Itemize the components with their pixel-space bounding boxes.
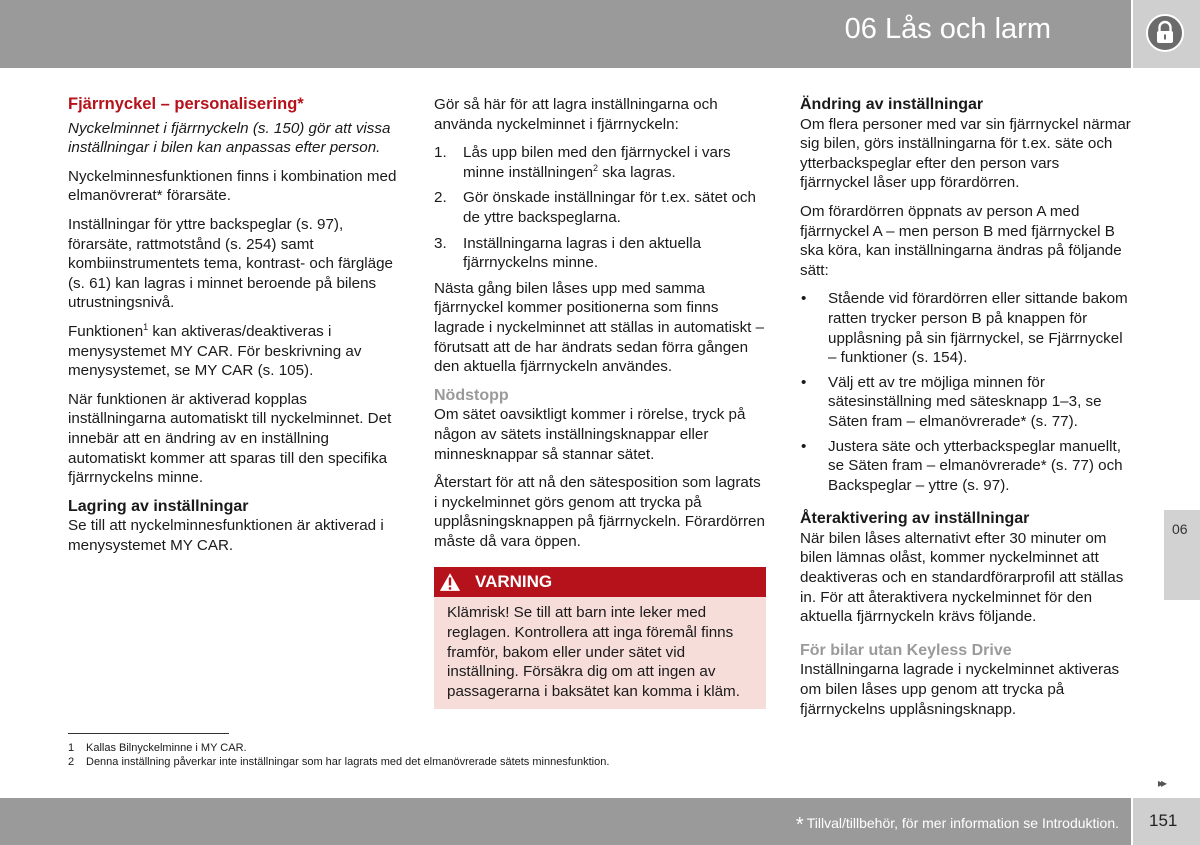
paragraph: Se till att nyckelminnesfunktionen är aktiverad i menysystemet MY CAR. (68, 517, 384, 554)
paragraph: Inställningar för yttre backspeglar (s. 97), förarsäte, rattmotstånd (s. 254) samt kombiinstrumentets tema, kontrast- och färgläge (s. 61) kan lagras i minnet beroende på bilens utrustningsnivå. (68, 215, 393, 312)
paragraph: Inställningarna lagrade i nyckelminnet aktiveras om bilen låses upp genom att trycka på fjärrnyckelns upplåsningsknapp. (800, 661, 1120, 718)
warning-box (434, 567, 766, 709)
footnote-ref: 1 (143, 321, 149, 332)
paragraph: Nästa gång bilen låses upp med samma fjärrnyckel kommer positionerna som finns lagrade i nyckelminnet att ställas in automatiskt – förutsatt att de har ändrats sedan förra gången den aktuella fjärrnyckeln användes. (434, 279, 765, 376)
subheading: Återaktivering av inställningar (800, 510, 1030, 528)
steps-list (434, 143, 766, 273)
column-left (68, 95, 400, 564)
warning-header (434, 567, 766, 597)
page-footer (0, 798, 1131, 845)
paragraph: Om flera personer med var sin fjärrnyckel närmar sig bilen, görs inställningarna för t.ex. säte och ytterbackspeglar efter den person vars fjärrnyckel låser upp förardörren. (800, 115, 1131, 192)
list-item: • Justera säte och ytterbackspeglar manuellt, se Säten fram – elmanövrerade* (s. 77) och Backspeglar – yttre (s. 97). (801, 437, 1123, 494)
list-item: 1. Lås upp bilen med den fjärrnyckel i vars minne inställningen$^2$ ska lagras. (434, 144, 731, 181)
chapter-icon-box (1133, 0, 1200, 68)
subheading: För bilar utan Keyless Drive (800, 641, 1012, 659)
footnote: 1 Kallas Bilnyckelminne i MY CAR. (68, 742, 247, 754)
footnote-divider (68, 733, 229, 734)
footer-note: * Tillval/tillbehör, för mer information se Introduktion. (795, 814, 1119, 836)
chapter-tab-label: 06 (1172, 521, 1188, 537)
paragraph: När funktionen är aktiverad kopplas inställningarna automatiskt till nyckelminnet. Det innebär att en ändring av en inställning automatiskt kommer att sparas till den specifika fjärrnyckelns minne. (68, 390, 392, 487)
subheading: Nödstopp (434, 386, 509, 404)
list-item: • Stående vid förardörren eller sittande bakom ratten trycker person B på knappen för upplåsning på sin fjärrnyckel, se Fjärrnyckel – funktioner (s. 154). (801, 290, 1128, 367)
paragraph: Funktionen$^1$ kan aktiveras/deaktiveras i menysystemet MY CAR. För beskrivning av menysystemet, se MY CAR (s. 105). (68, 321, 362, 380)
subheading: Ändring av inställningar (800, 96, 984, 113)
paragraph: När bilen låses alternativt efter 30 minuter om bilen lämnas olåst, kommer nyckelminnet att deaktiveras och en standardförarprofil att ställas in. För att återaktivera nyckelminnet för den aktuella fjärrnyckeln krävs följande. (800, 529, 1124, 626)
footnote-ref: 2 (593, 162, 599, 173)
column-middle (434, 95, 766, 709)
warning-label: VARNING (475, 572, 553, 592)
footnote: 2 Denna inställning påverkar inte inställningar som har lagrats med det elmanövrerade sätets minnesfunktion. (68, 756, 610, 768)
intro-text: Nyckelminnet i fjärrnyckeln (s. 150) gör att vissa inställningar i bilen kan anpassas efter person. (68, 119, 391, 157)
bullet-list (800, 289, 1132, 495)
subheading: Lagring av inställningar (68, 497, 249, 515)
list-item: 3. Inställningarna lagras i den aktuella fjärrnyckelns minne. (434, 234, 702, 272)
chapter-side-tab (1164, 510, 1200, 600)
paragraph: Om sätet oavsiktligt kommer i rörelse, tryck på någon av sätets inställningsknappar eller minnesknappar så stannar sätet. (434, 406, 746, 463)
page-number-box (1133, 798, 1200, 845)
chapter-title: 06 Lås och larm (844, 13, 1051, 45)
paragraph: Nyckelminnesfunktionen finns i kombination med elmanövrerat* förarsäte. (68, 167, 397, 205)
padlock-icon (1146, 14, 1184, 52)
section-heading: Fjärrnyckel – personalisering* (68, 95, 304, 113)
warning-text: Klämrisk! Se till att barn inte leker med reglagen. Kontrollera att inga föremål finns framför, bakom eller under sätet vid inställning. Försäkra dig om att ingen av passagerarna i baksätet kan komma i kläm. (434, 597, 766, 709)
paragraph: Om förardörren öppnats av person A med fjärrnyckel A – men person B med fjärrnyckel B ska köra, kan inställningarna ändras på följande sätt: (800, 202, 1122, 279)
list-item: 2. Gör önskade inställningar för t.ex. sätet och de yttre backspeglarna. (434, 189, 756, 226)
page-header (0, 0, 1131, 68)
warning-triangle-icon (436, 569, 464, 600)
next-page-icon: ▸▸ (1158, 776, 1165, 790)
paragraph: Återstart för att nå den sätesposition som lagrats i nyckelminnet görs genom att trycka på upplåsningsknappen på fjärrnyckeln. Förardörren måste då vara öppen. (434, 474, 765, 550)
footnotes (68, 741, 609, 769)
column-right (800, 95, 1132, 728)
list-item: • Välj ett av tre möjliga minnen för sätesinställning med sätesknapp 1–3, se Säten fram – elmanövrerade* (s. 77). (801, 373, 1102, 430)
paragraph: Gör så här för att lagra inställningarna och använda nyckelminnet i fjärrnyckeln: (434, 96, 718, 133)
page-number: 151 (1149, 811, 1178, 830)
